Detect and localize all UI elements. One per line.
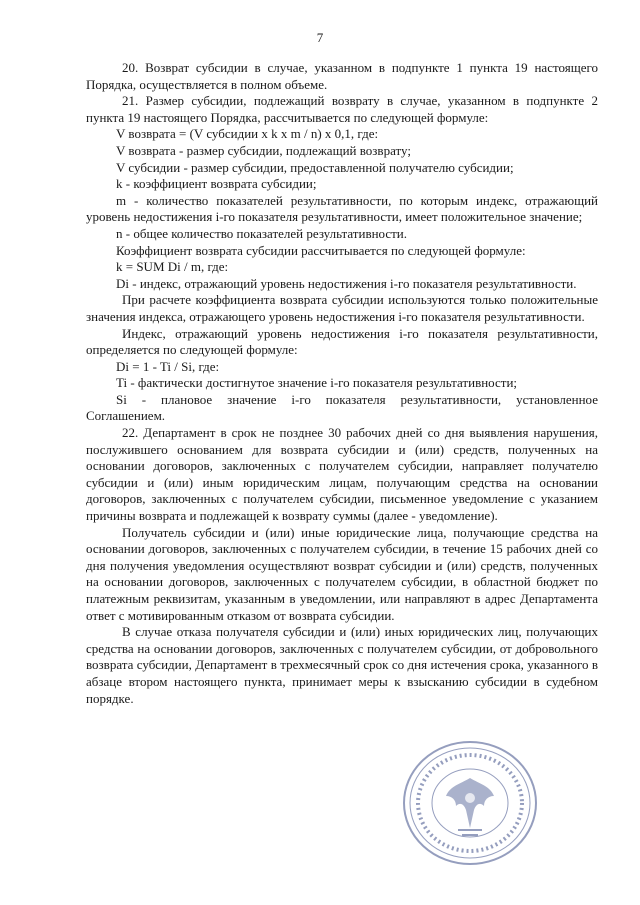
paragraph-21: 21. Размер субсидии, подлежащий возврату в случае, указанном в подпункте 2 пункта 19 настоящего Порядка, рассчитывается по следующей формуле:: [86, 93, 598, 125]
definition-n: n - общее количество показателей результативности.: [116, 225, 408, 241]
formula-di: Di = 1 - Ti / Si, где:: [116, 358, 220, 374]
page-number: 7: [316, 30, 324, 45]
definition-v-return: V возврата - размер субсидии, подлежащий возврату;: [116, 142, 411, 158]
definition-k: k - коэффициент возврата субсидии;: [116, 176, 317, 192]
definition-di: Di - индекс, отражающий уровень недостижения i-го показателя результативности.: [116, 275, 577, 291]
formula-k: k = SUM Di / m, где:: [116, 259, 229, 275]
paragraph-recipient-return: Получатель субсидии и (или) иные юридические лица, получающие средства на основании договоров, заключенных с получателем субсидии, в течение 15 рабочих дней со дня получения уведомления осуществляют возврат субсидии и (или) средств, полученных на основании договоров, заключенных с получателем субсидии, в областной бюджет по платежным реквизитам, указанным в уведомлении, или направляют в адрес Департамента ответ с мотивированным отказом от возврата субсидии.: [86, 524, 598, 623]
definition-v-subsidy: V субсидии - размер субсидии, предоставленной получателю субсидии;: [116, 159, 514, 175]
official-seal-stamp: [400, 738, 540, 868]
definition-m: m - количество показателей результативности, по которым индекс, отражающий уровень недостижения i-го показателя результативности, имеет положительное значение;: [86, 192, 598, 225]
definition-ti: Ti - фактически достигнутое значение i-го показателя результативности;: [116, 375, 518, 391]
paragraph-20: 20. Возврат субсидии в случае, указанном в подпункте 1 пункта 19 настоящего Порядка, осуществляется в полном объеме.: [86, 60, 598, 92]
coefficient-intro: Коэффициент возврата субсидии рассчитывается по следующей формуле:: [116, 242, 526, 258]
paragraph-index-intro: Индекс, отражающий уровень недостижения i-го показателя результативности, определяется по следующей формуле:: [86, 325, 598, 358]
paragraph-positive-values: При расчете коэффициента возврата субсидии используются только положительные значения индекса, отражающего уровень недостижения i-го показателя результативности.: [86, 292, 598, 324]
paragraph-court-recovery: В случае отказа получателя субсидии и (или) иных юридических лиц, получающих средства на основании договоров, заключенных с получателем субсидии, от добровольного возврата субсидии, Департамент в трехмесячный срок со дня истечения срока, указанного в абзаце втором настоящего пункта, принимает меры к взысканию субсидии в судебном порядке.: [86, 624, 598, 706]
formula-v-return: V возврата = (V субсидии x k x m / n) x 0,1, где:: [116, 126, 379, 142]
definition-si: Si - плановое значение i-го показателя результативности, установленное Соглашением.: [86, 391, 598, 424]
paragraph-22: 22. Департамент в срок не позднее 30 рабочих дней со дня выявления нарушения, послужившего основанием для возврата субсидии и (или) средств, полученных на основании договоров, заключенных с получателем субсидии, направляет получателю субсидии и (или) иным юридическим лицам, получающим средства на основании договоров, заключенных с получателем субсидии, письменное уведомление с указанием причины возврата и подлежащей к возврату суммы (далее - уведомление).: [86, 425, 598, 524]
document-body: [86, 60, 598, 707]
